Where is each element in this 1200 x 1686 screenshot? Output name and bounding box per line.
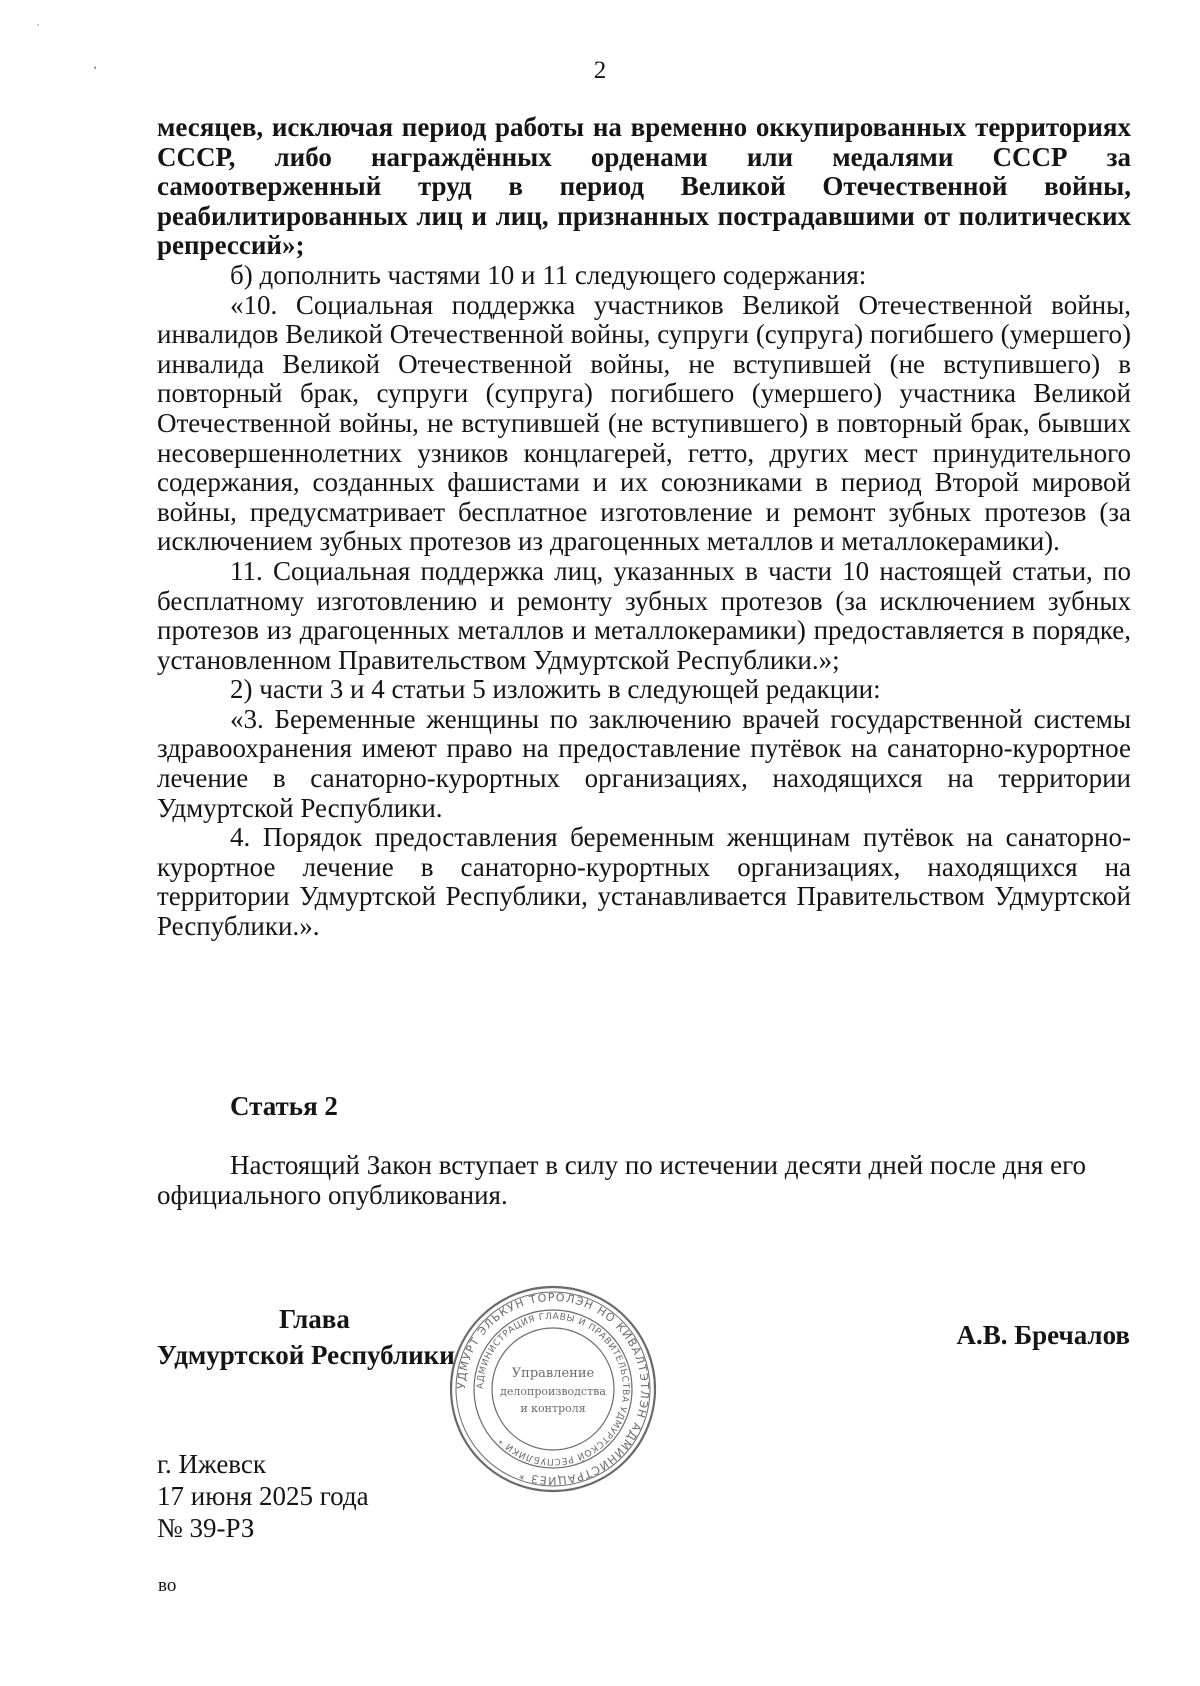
document-body xyxy=(157,113,1131,942)
page-number: 2 xyxy=(593,57,607,84)
signatory-title xyxy=(157,1301,455,1373)
signatory-title-line2: Удмуртской Республики xyxy=(157,1340,455,1370)
stamp-center-line3: и контроля xyxy=(520,1402,586,1415)
law-number: № 39-РЗ xyxy=(157,1513,255,1543)
paragraph-part-10: «10. Социальная поддержка участников Великой Отечественной войны, инвалидов Великой Отечественной войны, супруги (супруга) погибшего (умершего) инвалида Великой Отечественной войны, не вступившей (не вступившего) в повторный брак, супруги (супруга) погибшего (умершего) участника Великой Отечественной войны, не вступившей (не вступившего) в повторный брак, бывших несовершеннолетних узников концлагерей, гетто, других мест принудительного содержания, созданных фашистами и их союзниками в период Второй мировой войны, предусматривает бесплатное изготовление и ремонт зубных протезов (за исключением зубных протезов из драгоценных металлов и металлокерамики). xyxy=(157,289,1131,557)
paragraph-part-11: 11. Социальная поддержка лиц, указанных в части 10 настоящей статьи, по бесплатному изготовлению и ремонту зубных протезов (за исключением зубных протезов из драгоценных металлов и металлокерамики) предоставляется в порядке, установленном Правительством Удмуртской Республики.»; xyxy=(157,555,1131,675)
signatory-name: А.В. Бречалов xyxy=(956,1320,1130,1350)
closing-paragraph: Настоящий Закон вступает в силу по истечении десяти дней после дня его официального опубликования. xyxy=(157,1150,1086,1210)
paragraph-part-4: 4. Порядок предоставления беременным женщинам путёвок на санаторно-курортное лечение в санаторно-курортных организациях, находящихся на территории Удмуртской Республики, устанавливается Правительством Удмуртской Республики.». xyxy=(157,822,1131,942)
stamp-center-line1: Управление xyxy=(511,1366,595,1381)
paragraph-item-2: 2) части 3 и 4 статьи 5 изложить в следующей редакции: xyxy=(230,674,881,705)
place: г. Ижевск xyxy=(157,1449,267,1479)
scan-speck: ˙ xyxy=(36,21,40,35)
official-stamp xyxy=(448,1284,658,1494)
document-code: во xyxy=(158,1575,177,1596)
stamp-outer-text: УДМУРТ ЭЛЬКУН ТОРОЛЭН НО КИВАЛТЭТЛЭН АДМИНИСТРАЦИЕЗ * xyxy=(454,1290,652,1488)
scan-speck: ’ xyxy=(93,63,97,77)
paragraph-part-3: «3. Беременные женщины по заключению врачей государственной системы здравоохранения имеют право на предоставление путёвок на санаторно-курортное лечение в санаторно-курортных организациях, находящихся на территории Удмуртской Республики. xyxy=(157,703,1131,823)
paragraph-item-b: б) дополнить частями 10 и 11 следующего содержания: xyxy=(230,259,867,290)
stamp-center-line2: делопроизводства xyxy=(500,1385,606,1398)
signatory-title-line1: Глава xyxy=(279,1304,350,1334)
date: 17 июня 2025 года xyxy=(157,1481,369,1511)
place-date-block xyxy=(157,1448,369,1544)
article-heading: Статья 2 xyxy=(230,1091,338,1121)
paragraph-continuation: месяцев, исключая период работы на временно оккупированных территориях СССР, либо награждённых орденами или медалями СССР за самоотверженный труд в период Великой Отечественной войны, реабилитированных лиц и лиц, признанных пострадавшими от политических репрессий»; xyxy=(157,112,1131,261)
stamp-inner-text: АДМИНИСТРАЦИЯ ГЛАВЫ И ПРАВИТЕЛЬСТВА УДМУРТСКОЙ РЕСПУБЛИКИ * xyxy=(475,1311,631,1467)
closing-section xyxy=(157,1151,1131,1210)
